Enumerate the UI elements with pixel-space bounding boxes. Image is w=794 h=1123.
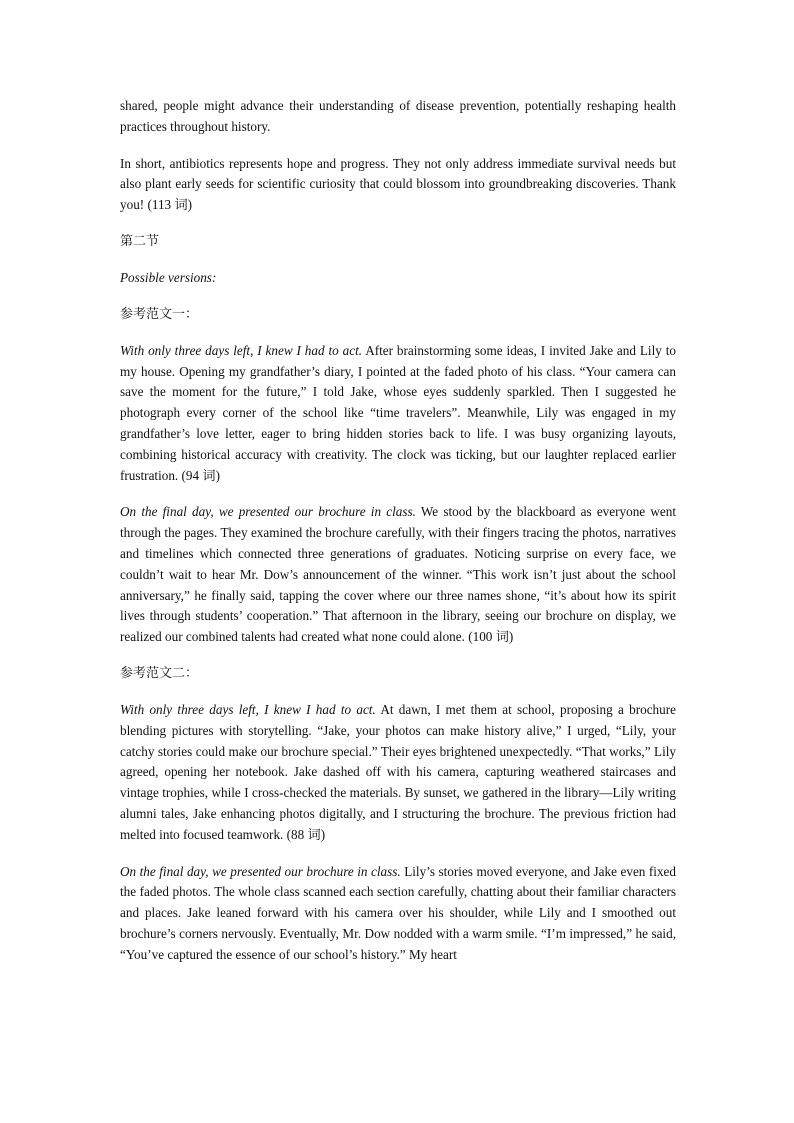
version-two-paragraph-one-body: At dawn, I met them at school, proposing a brochure blending pictures with storytelling. “Jake, your photos can make history alive,” I urged, “Lily, your catchy stories could make our brochure special.” Their eyes brightened unexpectedly. “That works,” Lily agreed, opening her notebook. Jake dashed off with his camera, capturing weathered staircases and vintage trophies, while I cross-checked the materials. By sunset, we gathered in the library—Lily writing alumni tales, Jake enhancing photos digitally, and I structuring the brochure. The previous friction had melted into focused teamwork. (88 词) (120, 701, 676, 842)
version-one-paragraph-two-body: We stood by the blackboard as everyone went through the pages. They examined the brochure carefully, with their fingers tracing the photos, narratives and timelines which connected three generations of graduates. Noticing surprise on every face, we couldn’t wait to hear Mr. Dow’s announcement of the winner. “This work isn’t just about the school anniversary,” he finally said, tapping the cover where our three names shone, “it’s about how its spirit lives through students’ cooperation.” That afternoon in the library, seeing our brochure on display, we realized our combined talents had created what none could alone. (100 词) (120, 504, 676, 645)
paragraph-antibiotics-summary: In short, antibiotics represents hope and progress. They not only address immediate survival needs but also plant early seeds for scientific curiosity that could blossom into groundbreaking discoveries. Thank you! (113 词) (120, 155, 676, 213)
version-two-paragraph-two-body: Lily’s stories moved everyone, and Jake even fixed the faded photos. The whole class scanned each section carefully, chatting about their familiar characters and places. Jake leaned forward with his camera over his shoulder, while Lily and I smoothed out brochure’s corners nervously. Eventually, Mr. Dow nodded with a warm smile. “I’m impressed,” he said, “You’ve captured the essence of our school’s history.” My heart (120, 863, 677, 962)
version-two-paragraph-two (120, 862, 676, 966)
version-one-paragraph-one-body: After brainstorming some ideas, I invited Jake and Lily to my house. Opening my grandfather’s diary, I pointed at the faded photo of his class. “Your camera can save the moment for the future,” I told Jake, whose eyes suddenly sparkled. Then I suggested he photograph every corner of the school like “time travelers”. Meanwhile, Lily was engaged in my grandfather’s love letter, eager to bring hidden stories back to life. I was busy organizing layouts, combining historical accuracy with creativity. The clock was ticking, but our laughter replaced earlier frustration. (94 词) (120, 342, 676, 483)
version-two-heading: 参考范文二： (120, 665, 199, 681)
version-two-paragraph-two-lead: On the final day, we presented our brochure in class. (120, 863, 401, 879)
section-heading: 第二节 (120, 233, 160, 249)
paragraph-disease-prevention: shared, people might advance their understanding of disease prevention, potentially reshaping health practices throughout history. (120, 98, 676, 134)
possible-versions-label: Possible versions: (120, 269, 217, 285)
version-one-paragraph-one-lead: With only three days left, I knew I had to act. (120, 342, 363, 358)
version-one-paragraph-two-lead: On the final day, we presented our brochure in class. (120, 504, 416, 520)
version-two-paragraph-one (120, 700, 676, 846)
version-two-paragraph-one-lead: With only three days left, I knew I had to act. (120, 701, 376, 717)
version-one-heading: 参考范文一： (120, 306, 199, 322)
version-one-paragraph-two (120, 502, 676, 648)
document-page (120, 96, 676, 966)
version-one-paragraph-one (120, 341, 676, 487)
